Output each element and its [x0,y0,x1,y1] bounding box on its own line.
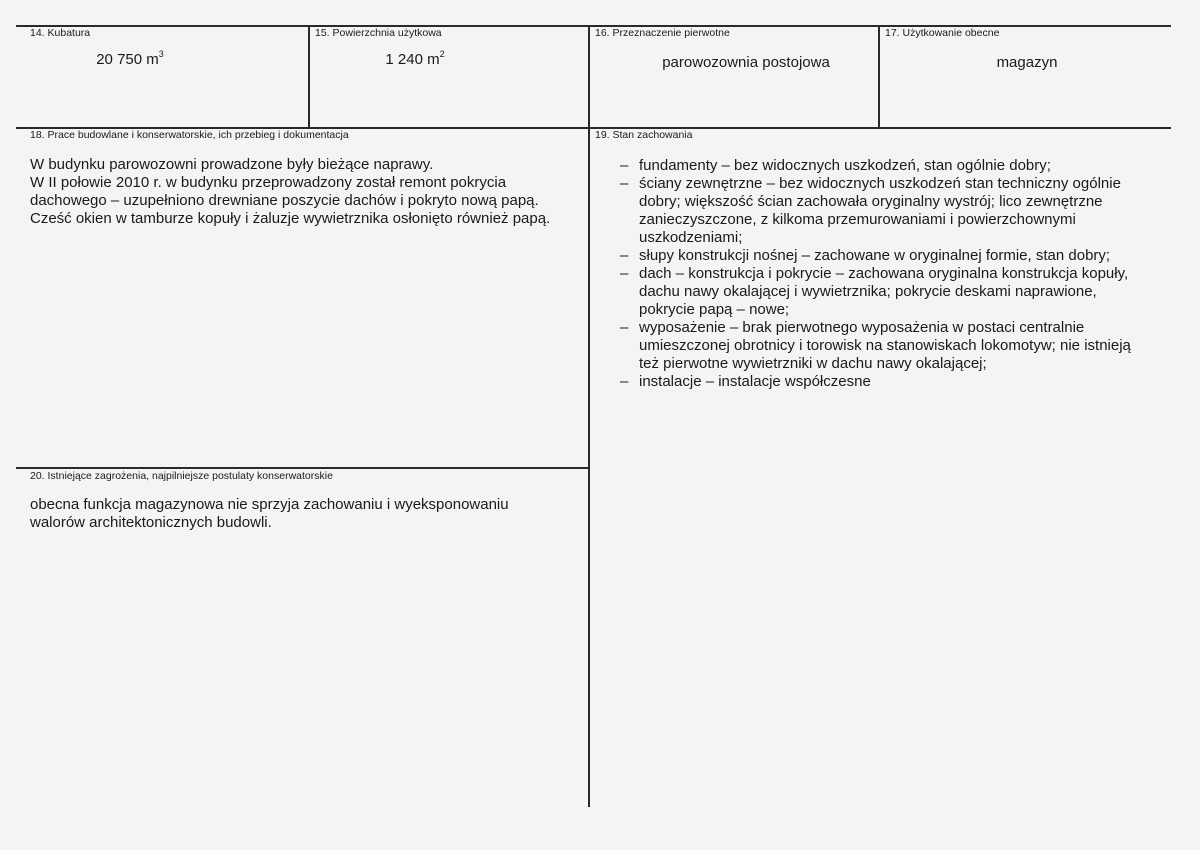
column-divider-center [588,25,590,807]
condition-line: wyposażenie – brak pierwotnego wyposażenia w postaci centralnie [639,319,1085,336]
column-divider-c [878,25,880,127]
field-20-label: 20. Istniejące zagrożenia, najpilniejsze postulaty konserwatorskie [30,470,333,482]
condition-line: dach – konstrukcja i pokrycie – zachowana oryginalna konstrukcja kopuły, [639,265,1129,282]
field-15-number: 1 240 m [385,51,440,68]
field-20-line: obecna funkcja magazynowa nie sprzyja zachowaniu i wyeksponowaniu [30,496,509,513]
field-19-label: 19. Stan zachowania [595,129,693,141]
field-14-label: 14. Kubatura [30,27,91,39]
condition-item [620,247,1180,265]
field-16-label: 16. Przeznaczenie pierwotne [595,27,730,39]
condition-list [620,157,1180,391]
condition-line: uszkodzeniami; [639,229,743,246]
bullet-dash: – [620,265,629,282]
field-15-exponent: 2 [439,49,445,59]
condition-line: pokrycie papą – nowe; [639,301,790,318]
field-18-line: W II połowie 2010 r. w budynku przeprowadzony został remont pokrycia [30,174,507,191]
field-18-text [30,156,550,228]
condition-item [620,175,1180,247]
condition-line: też pierwotne wywietrzniki w dachu nawy okalającej; [639,355,987,372]
condition-line: instalacje – instalacje współczesne [639,373,871,390]
condition-item [620,157,1180,175]
field-18-label: 18. Prace budowlane i konserwatorskie, ich przebieg i dokumentacja [30,129,349,141]
field-14-number: 20 750 m [96,51,159,68]
field-18-line: Cześć okien w tamburze kopuły i żaluzje wywietrznika osłonięto również papą. [30,210,551,227]
bullet-dash: – [620,247,629,264]
field-18-line: W budynku parowozowni prowadzone były bieżące naprawy. [30,156,434,173]
field-16-value: parowozownia postojowa [662,54,830,71]
condition-item [620,265,1180,319]
bullet-dash: – [620,319,629,336]
column-divider-a [308,25,310,127]
condition-line: słupy konstrukcji nośnej – zachowane w oryginalnej formie, stan dobry; [639,247,1111,264]
condition-line: ściany zewnętrzne – bez widocznych uszkodzeń stan techniczny ogólnie [639,175,1121,192]
field-17-value: magazyn [996,54,1058,71]
field-20-text [30,496,509,532]
condition-item [620,319,1180,373]
field-18-line: dachowego – uzupełniono drewniane poszycie dachów i pokryto nową papą. [30,192,539,209]
field-15-label: 15. Powierzchnia użytkowa [315,27,442,39]
field-15-value [315,51,515,69]
condition-line: zanieczyszczone, z kilkoma przemurowaniami i powierzchownymi [639,211,1076,228]
bullet-dash: – [620,373,629,390]
field-20-line: walorów architektonicznych budowli. [30,514,272,531]
bullet-dash: – [620,157,629,174]
bullet-dash: – [620,175,629,192]
field-17-label: 17. Użytkowanie obecne [885,27,1000,39]
field-14-exponent: 3 [158,49,164,59]
condition-item [620,373,1180,391]
condition-line: dobry; większość ścian zachowała oryginalny wystrój; lico zewnętrzne [639,193,1103,210]
field-14-value [30,51,230,69]
condition-line: dachu nawy okalającej i wywietrznika; pokrycie deskami naprawione, [639,283,1097,300]
condition-line: umieszczonej obrotnicy i torowisk na stanowiskach lokomotyw; nie istnieją [639,337,1131,354]
condition-line: fundamenty – bez widocznych uszkodzeń, stan ogólnie dobry; [639,157,1051,174]
row-divider-lower-left [16,467,588,469]
